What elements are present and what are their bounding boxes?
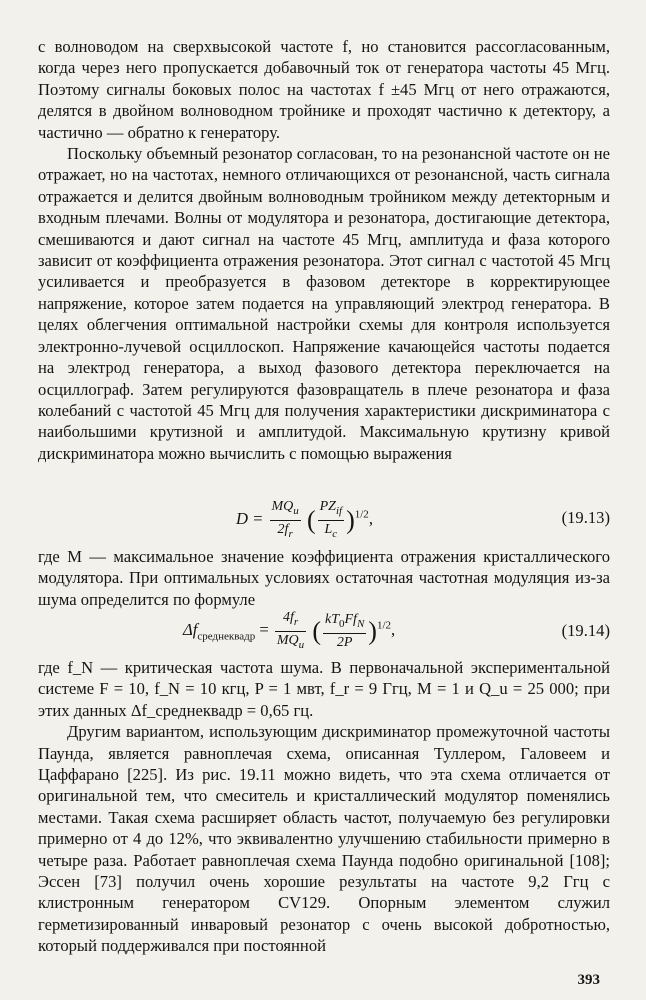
equation-number-19-13: (19.13) [561,508,610,527]
eq2-fraction-1: $\frac{4f_r}{MQ_u}$ [276,610,305,651]
paragraph-4-5-block [38,657,610,957]
paragraph-3: где M — максимальное значение коэффициента отражения кристаллического модулятора. При оптимальных условиях остаточная частотная модуляция из-за шума определится по формуле [38,547,610,609]
equation-19-13 [38,498,610,542]
equation-number-19-14: (19.14) [561,621,610,640]
eq2-fraction-2: $\frac{kT_0Ff_N}{2P}$ [325,612,365,651]
paragraph-5: Другим вариантом, использующим дискриминатор промежуточной частоты Паунда, является равноплечая схема, описанная Туллером, Галовеем и Цаффарано [225]. Из рис. 19.11 можно видеть, что эта схема отличается от оригинальной тем, что смеситель и кристаллический модулятор поменялись местами. Такая схема расширяет область частот, получаемую без регулировки примерно от 4 до 12%, что эквивалентно улучшению стабильности примерно в четыре раза. Работает равноплечая схема Паунда подобно оригинальной [108]; Эссен [73] получил очень хорошие результаты на частоте 9,2 Ггц с клистронным генератором CV129. Опорным элементом служил герметизированный инваровый резонатор с очень высокой добротностью, который поддерживался при постоянной [38,722,610,956]
paragraph-2: Поскольку объемный резонатор согласован, то на резонансной частоте он не отражает, но на частотах, немного отличающихся от резонансной, часть сигнала отражается и делится двойным волноводным тройником между детекторным и входным плечами. Волны от модулятора и резонатора, достигающие детектора, смешиваются и дают сигнал на частоте 45 Мгц, амплитуда и фаза которого зависит от коэффициента отражения резонатора. Этот сигнал с частотой 45 Мгц усиливается и преобразуется в фазовом детекторе в корректирующее напряжение, которое затем подается на управляющий электрод генератора. В целях облегчения оптимальной настройки схемы для контроля используется электронно-лучевой осциллоскоп. Напряжение качающейся частоты подается на электрод генератора, а выход фазового детектора переключается на осциллограф. Затем регулируются фазовращатель в плече резонатора и фаза колебаний с частотой 45 Мгц для получения характеристики дискриминатора с наибольшими крутизной и амплитудой. Максимальную крутизну кривой дискриминатора можно вычислить с помощью выражения [38,144,610,463]
formula-delta-f: $\Delta f_{среднеквадр}$ = $\frac{4f_r}{MQ_u}$ ( $\frac{kT_0Ff_N}{2P}$ )$^{1/2}$, [183,609,395,654]
eq1-lhs: D = [236,509,264,529]
equation-19-14 [38,609,610,655]
paragraph-1: с волноводом на сверхвысокой частоте f, но становится рассогласованным, когда через него пропускается добавочный ток от генератора частоты 45 Мгц. Поэтому сигналы боковых полос на частотах f ±45 Мгц от него отражаются, делятся в двойном волноводном тройнике и проходят частично к детектору, а частично — обратно к генератору. [38,37,610,142]
formula-d: D = $\frac{MQ_u}{2f_r}$ ( $\frac{PZ_{if}}{L_c}$ )$^{1/2}$, [236,498,373,543]
paragraph-4: где f_N — критическая частота шума. В первоначальной экспериментальной системе F = 10, f_N = 10 кгц, P = 1 мвт, f_r = 9 Ггц, M = 1 и Q_u = 25 000; при этих данных Δf_среднеквадр = 0,65 гц. [38,658,610,720]
paragraph-continuation [38,36,610,464]
paragraph-3-block [38,546,610,610]
eq1-fraction-2: $\frac{PZ_{if}}{L_c}$ [319,499,343,540]
eq2-lhs: Δf [183,620,198,640]
eq1-fraction-1: $\frac{MQ_u}{2f_r}$ [271,499,299,540]
page-number: 393 [577,972,600,988]
